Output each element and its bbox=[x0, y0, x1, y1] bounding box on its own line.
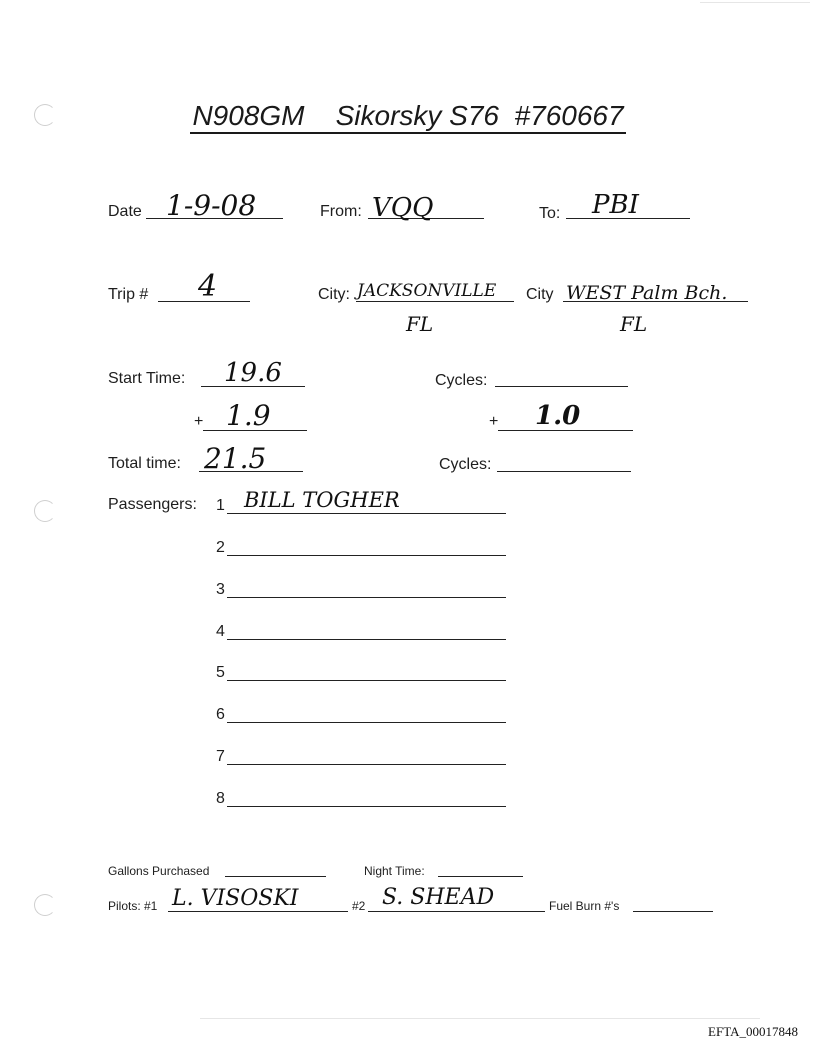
passenger-line bbox=[227, 639, 506, 640]
cycles-total-label: Cycles: bbox=[439, 456, 492, 473]
start-add-value: 1.9 bbox=[226, 399, 271, 432]
pilot2-value: S. SHEAD bbox=[382, 885, 495, 910]
passenger-number: 7 bbox=[216, 748, 225, 765]
city-to-state: FL bbox=[620, 312, 648, 336]
pilot1-value: L. VISOSKI bbox=[172, 886, 299, 911]
scan-artifact-bottom bbox=[200, 1018, 760, 1019]
passenger-number: 4 bbox=[216, 623, 225, 640]
passenger-line bbox=[227, 513, 506, 514]
city-to-value: WEST Palm Bch. bbox=[566, 282, 728, 304]
punch-hole-middle bbox=[34, 500, 56, 522]
night-time-label: Night Time: bbox=[364, 864, 425, 878]
start-time-label: Start Time: bbox=[108, 370, 186, 387]
start-plus-sign: + bbox=[194, 413, 204, 430]
night-time-line bbox=[438, 876, 523, 877]
passenger-line bbox=[227, 680, 506, 681]
city-from-state: FL bbox=[406, 312, 434, 336]
to-value: PBI bbox=[592, 190, 639, 220]
passenger-number: 2 bbox=[216, 539, 225, 556]
pilot1-line bbox=[168, 911, 348, 912]
from-value: VQQ bbox=[372, 193, 434, 223]
to-label: To: bbox=[539, 205, 561, 222]
pilot1-label: Pilots: #1 bbox=[108, 899, 158, 913]
date-value: 1-9-08 bbox=[166, 189, 257, 222]
passenger-number: 1 bbox=[216, 497, 225, 514]
cycles-line bbox=[495, 386, 628, 387]
passenger-number: 3 bbox=[216, 581, 225, 598]
punch-hole-bottom bbox=[34, 894, 56, 916]
city-to-label: City bbox=[526, 286, 554, 303]
cycles-total-line bbox=[497, 471, 631, 472]
passengers-label: Passengers: bbox=[108, 496, 197, 513]
passenger-line bbox=[227, 722, 506, 723]
page-title: N908GM Sikorsky S76 #760667 bbox=[0, 100, 816, 132]
gallons-label: Gallons Purchased bbox=[108, 864, 210, 878]
passenger-number: 6 bbox=[216, 706, 225, 723]
passenger-name: BILL TOGHER bbox=[244, 488, 400, 512]
cycles-label: Cycles: bbox=[435, 372, 488, 389]
fuel-burn-label: Fuel Burn #'s bbox=[549, 899, 620, 913]
city-from-line bbox=[356, 301, 514, 302]
city-from-value: JACKSONVILLE bbox=[357, 281, 497, 301]
city-from-label: City: bbox=[318, 286, 350, 303]
trip-label: Trip # bbox=[108, 286, 149, 303]
date-label: Date bbox=[108, 203, 142, 220]
gallons-line bbox=[225, 876, 326, 877]
total-time-value: 21.5 bbox=[204, 442, 267, 475]
passenger-line bbox=[227, 806, 506, 807]
passenger-line bbox=[227, 597, 506, 598]
cycles-plus-sign: + bbox=[489, 413, 499, 430]
trip-value: 4 bbox=[198, 269, 218, 304]
from-label: From: bbox=[320, 203, 362, 220]
pilot2-label: #2 bbox=[352, 899, 366, 913]
document-id: EFTA_00017848 bbox=[708, 1024, 798, 1039]
passenger-line bbox=[227, 764, 506, 765]
passenger-number: 8 bbox=[216, 790, 225, 807]
scan-artifact-top bbox=[700, 2, 810, 3]
cycles-add-value: 1.0 bbox=[535, 401, 581, 431]
passenger-line bbox=[227, 555, 506, 556]
fuel-burn-line bbox=[633, 911, 713, 912]
start-time-value: 19.6 bbox=[224, 358, 282, 388]
passenger-number: 5 bbox=[216, 664, 225, 681]
pilot2-line bbox=[368, 911, 545, 912]
total-time-label: Total time: bbox=[108, 455, 181, 472]
